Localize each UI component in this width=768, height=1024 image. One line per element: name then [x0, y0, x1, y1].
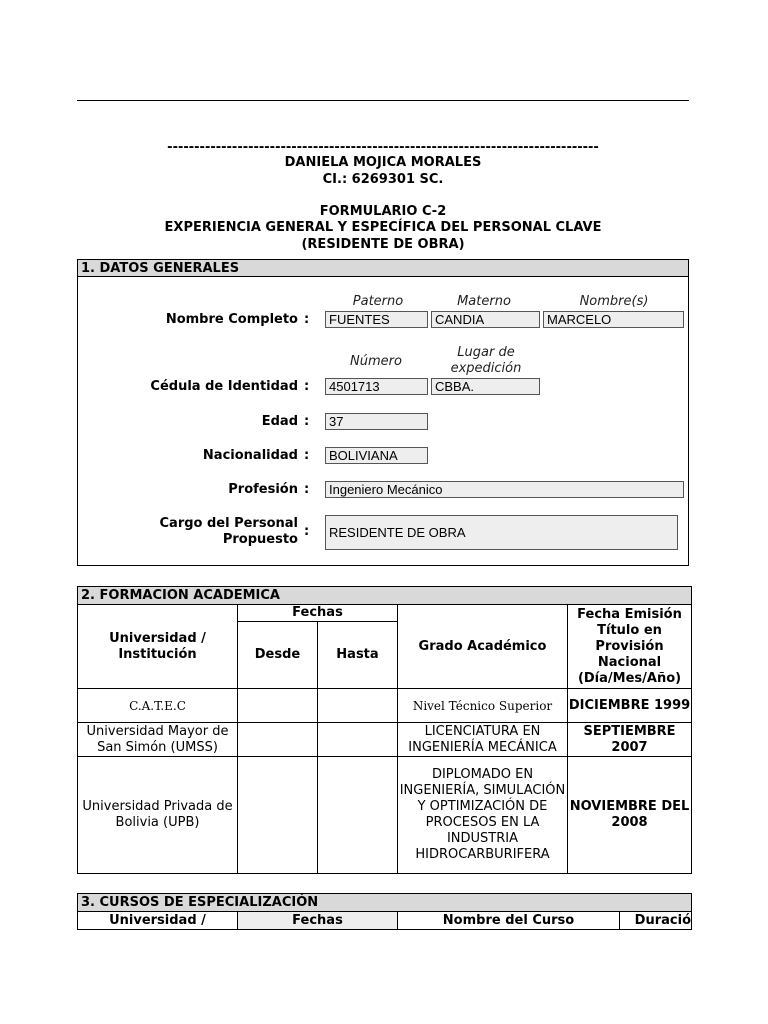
- table-row: [78, 689, 692, 723]
- universidad-cell: Universidad Mayor de San Simón (UMSS): [78, 723, 238, 757]
- universidad-cell: C.A.T.E.C: [78, 689, 238, 723]
- top-rule: [77, 100, 689, 101]
- colon: :: [304, 482, 310, 497]
- signer-name: DANIELA MOJICA MORALES: [284, 155, 482, 170]
- col-desde-header: Desde: [238, 622, 318, 689]
- cursos-especializacion-table: [77, 893, 692, 930]
- profesion-label: Profesión: [228, 482, 298, 497]
- ci-numero-field[interactable]: 4501713: [325, 378, 428, 395]
- nombre-completo-label: Nombre Completo: [165, 312, 298, 327]
- colon: :: [304, 379, 310, 394]
- colon: :: [304, 448, 310, 463]
- hasta-cell: [318, 689, 398, 723]
- nacionalidad-field[interactable]: BOLIVIANA: [325, 447, 428, 464]
- hasta-cell: [318, 723, 398, 757]
- section-title: 2. FORMACION ACADEMICA: [78, 587, 692, 605]
- cedula-label: Cédula de Identidad: [150, 379, 298, 394]
- col-nombre-curso-header: Nombre del Curso: [398, 912, 620, 930]
- section-title: 1. DATOS GENERALES: [78, 260, 688, 277]
- cargo-field[interactable]: RESIDENTE DE OBRA: [325, 515, 678, 550]
- nacionalidad-label: Nacionalidad: [202, 448, 298, 463]
- ci-lugar-field[interactable]: CBBA.: [431, 378, 540, 395]
- form-code: FORMULARIO C-2: [319, 204, 447, 219]
- col-duracion-header: Duració: [620, 912, 692, 930]
- colon: :: [304, 524, 310, 539]
- col-universidad-header: Universidad /: [78, 912, 238, 930]
- desde-cell: [238, 689, 318, 723]
- paterno-caption: Paterno: [352, 294, 404, 309]
- col-fecha-emision-header: Fecha Emisión Título en Provisión Nacional (Día/Mes/Año): [568, 605, 692, 689]
- edad-label: Edad: [261, 414, 298, 429]
- grado-cell: DIPLOMADO EN INGENIERÍA, SIMULACIÓN Y OPTIMIZACIÓN DE PROCESOS EN LA INDUSTRIA HIDROCARBURIFERA: [398, 757, 568, 874]
- col-hasta-header: Hasta: [318, 622, 398, 689]
- col-fechas-header: Fechas: [238, 605, 398, 622]
- grado-cell: Nivel Técnico Superior: [398, 689, 568, 723]
- desde-cell: [238, 757, 318, 874]
- universidad-cell: Universidad Privada de Bolivia (UPB): [78, 757, 238, 874]
- fecha-emision-cell: SEPTIEMBRE 2007: [568, 723, 692, 757]
- col-fechas-header: Fechas: [238, 912, 398, 930]
- hasta-cell: [318, 757, 398, 874]
- col-grado-header: Grado Académico: [398, 605, 568, 689]
- fecha-emision-cell: NOVIEMBRE DEL 2008: [568, 757, 692, 874]
- datos-generales-section: [77, 259, 689, 566]
- form-subtitle: (RESIDENTE DE OBRA): [301, 237, 465, 252]
- formacion-academica-table: [77, 586, 692, 874]
- form-title: EXPERIENCIA GENERAL Y ESPECÍFICA DEL PERSONAL CLAVE: [164, 220, 602, 235]
- section-title: 3. CURSOS DE ESPECIALIZACIÓN: [78, 894, 692, 912]
- table-row: [78, 757, 692, 874]
- colon: :: [304, 312, 310, 327]
- signer-ci: CI.: 6269301 SC.: [322, 172, 444, 187]
- nombres-field[interactable]: MARCELO: [543, 311, 684, 328]
- numero-caption: Número: [350, 354, 402, 369]
- col-universidad-header: Universidad / Institución: [78, 605, 238, 689]
- table-row: [78, 723, 692, 757]
- paterno-field[interactable]: FUENTES: [325, 311, 428, 328]
- fecha-emision-cell: DICIEMBRE 1999: [568, 689, 692, 723]
- materno-caption: Materno: [457, 294, 511, 309]
- lugar-expedicion-caption: Lugar de expedición: [450, 345, 522, 376]
- signature-dashes: --------------------------------------------------------------------------------: [167, 140, 599, 155]
- cargo-label: Cargo del Personal Propuesto: [159, 516, 298, 547]
- grado-cell: LICENCIATURA EN INGENIERÍA MECÁNICA: [398, 723, 568, 757]
- materno-field[interactable]: CANDIA: [431, 311, 540, 328]
- edad-field[interactable]: 37: [325, 413, 428, 430]
- desde-cell: [238, 723, 318, 757]
- colon: :: [304, 414, 310, 429]
- profesion-field[interactable]: Ingeniero Mecánico: [325, 481, 684, 498]
- nombres-caption: Nombre(s): [579, 294, 649, 309]
